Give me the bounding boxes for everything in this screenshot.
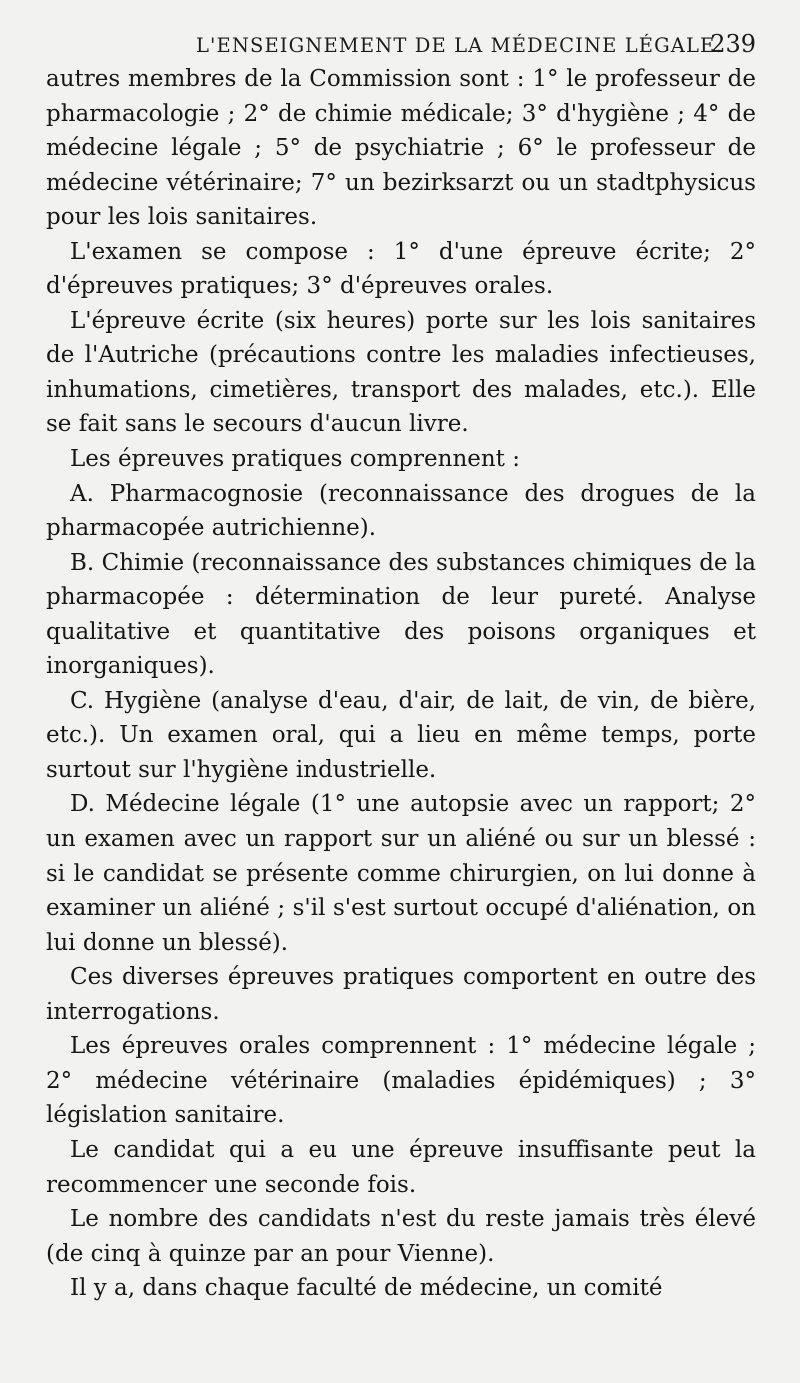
- running-title: L'ENSEIGNEMENT DE LA MÉDECINE LÉGALE.: [196, 34, 723, 57]
- page-number: 239: [710, 30, 756, 58]
- body-text: [46, 62, 756, 1306]
- paragraph: Il y a, dans chaque faculté de médecine, un comité: [70, 1275, 663, 1302]
- running-head: [46, 0, 756, 62]
- paragraph: Les épreuves pratiques comprennent :: [70, 446, 520, 473]
- paragraph: B. Chimie (reconnaissance des substances chimiques de la pharmacopée : détermination de leur pureté. Analyse qualitative et quantitative des poisons organiques et inorganiques).: [46, 549, 756, 680]
- paragraph: A. Pharmacognosie (reconnaissance des drogues de la pharmacopée autrichienne).: [46, 480, 756, 542]
- paragraph: C. Hygiène (analyse d'eau, d'air, de lait, de vin, de bière, etc.). Un examen oral, qui a lieu en même temps, porte surtout sur l'hygiène industrielle.: [46, 687, 756, 783]
- paragraph: Les épreuves orales comprennent : 1° médecine légale ; 2° médecine vétérinaire (maladies épidémiques) ; 3° législation sanitaire.: [46, 1033, 756, 1129]
- paragraph: D. Médecine légale (1° une autopsie avec un rapport; 2° un examen avec un rapport sur un aliéné ou sur un blessé : si le candidat se présente comme chirurgien, on lui donne à examiner un aliéné ; s'il s'est surtout occupé d'aliénation, on lui donne un blessé).: [46, 791, 756, 956]
- paragraph: Le nombre des candidats n'est du reste jamais très élevé (de cinq à quinze par an pour Vienne).: [46, 1206, 756, 1267]
- paragraph: Ces diverses épreuves pratiques comportent en outre des interrogations.: [46, 964, 756, 1025]
- paragraph: Le candidat qui a eu une épreuve insuffisante peut la recommencer une seconde fois.: [46, 1136, 756, 1198]
- paragraph: L'épreuve écrite (six heures) porte sur les lois sanitaires de l'Autriche (précautions contre les maladies infectieuses, inhumations, cimetières, transport des malades, etc.). Elle se fait sans le secours d'aucun livre.: [46, 307, 756, 438]
- paragraph: autres membres de la Commission sont : 1° le professeur de pharmacologie ; 2° de chimie médicale; 3° d'hygiène ; 4° de médecine légale ; 5° de psychiatrie ; 6° le professeur de médecine vétérinaire; 7° un bezirksarzt ou un stadtphysicus pour les lois sanitaires.: [46, 66, 756, 231]
- paragraph: L'examen se compose : 1° d'une épreuve écrite; 2° d'épreuves pratiques; 3° d'épreuves orales.: [46, 238, 756, 300]
